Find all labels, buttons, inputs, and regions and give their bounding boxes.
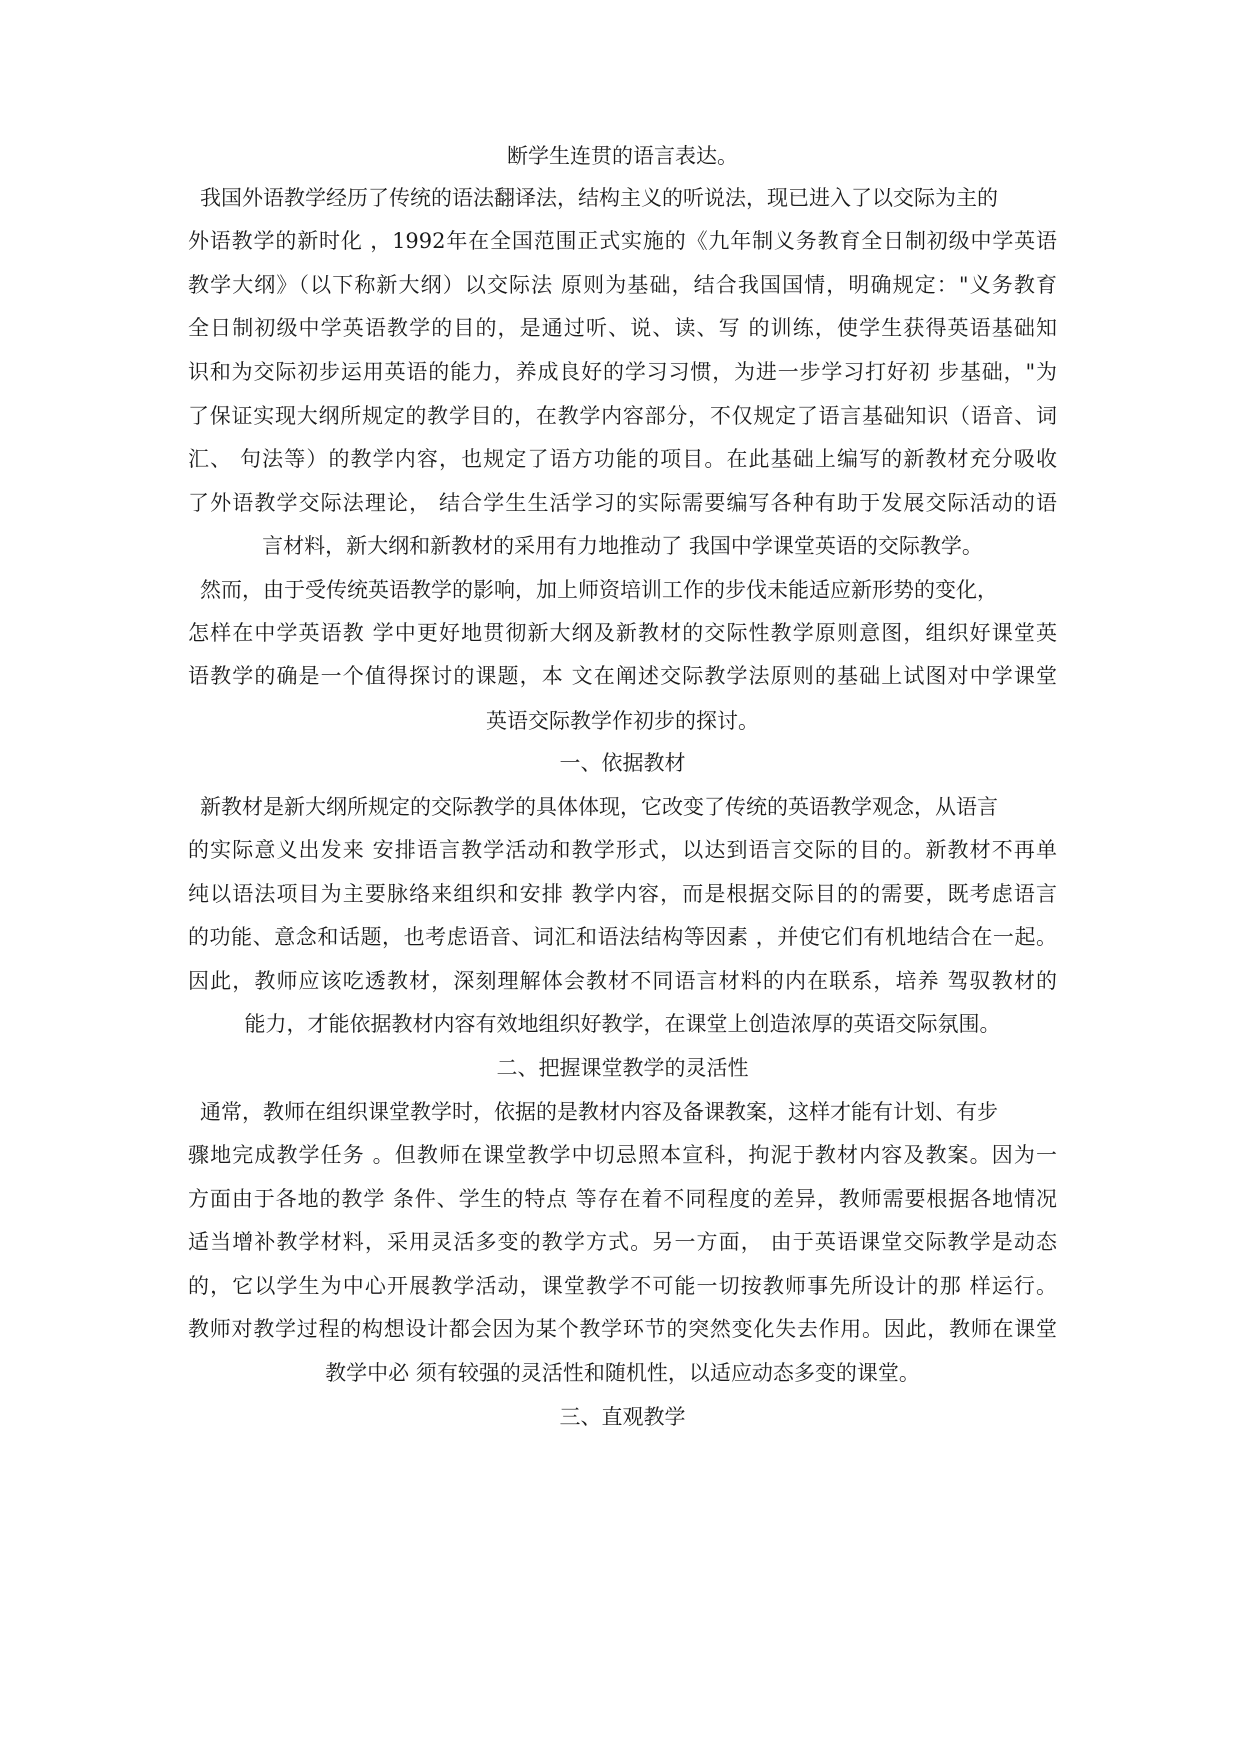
- text-line: 外语教学的新时化 ，1992年在全国范围正式实施的《九年制义务教育全日制初级中学英语: [188, 229, 1057, 253]
- text-line: 骤地完成教学任务 。但教师在课堂教学中切忌照本宣科，拘泥于教材内容及教案。因为一: [188, 1143, 1057, 1167]
- section-heading: 二、把握课堂教学的灵活性: [496, 1056, 749, 1080]
- text-line: 适当增补教学材料，采用灵活多变的教学方式。另一方面， 由于英语课堂交际教学是动态: [188, 1230, 1057, 1254]
- text-line: 纯以语法项目为主要脉络来组织和安排 教学内容，而是根据交际目的的需要，既考虑语言: [188, 882, 1057, 906]
- text-line: 的，它以学生为中心开展教学活动，课堂教学不可能一切按教师事先所设计的那 样运行。: [188, 1274, 1057, 1298]
- text-line: 汇、 句法等）的教学内容，也规定了语方功能的项目。在此基础上编写的新教材充分吸收: [188, 447, 1057, 471]
- text-line: 怎样在中学英语教 学中更好地贯彻新大纲及新教材的交际性教学原则意图，组织好课堂英: [188, 621, 1057, 645]
- paragraph-first-line: 新教材是新大纲所规定的交际教学的具体体现，它改变了传统的英语教学观念，从语言: [200, 795, 998, 819]
- text-line: 教学中必 须有较强的灵活性和随机性，以适应动态多变的课堂。: [325, 1361, 920, 1385]
- section-heading: 三、直观教学: [559, 1405, 686, 1429]
- paragraph-first-line: 通常，教师在组织课堂教学时，依据的是教材内容及备课教案，这样才能有计划、有步: [200, 1100, 998, 1124]
- text-line: 语教学的确是一个值得探讨的课题，本 文在阐述交际教学法原则的基础上试图对中学课堂: [188, 664, 1057, 688]
- paragraph-first-line: 我国外语教学经历了传统的语法翻译法，结构主义的听说法，现已进入了以交际为主的: [200, 186, 998, 210]
- text-line: 识和为交际初步运用英语的能力，养成良好的学习习惯，为进一步学习打好初 步基础，"为: [188, 360, 1057, 384]
- text-line: 的功能、意念和话题，也考虑语音、词汇和语法结构等因素 ，并使它们有机地结合在一起。: [188, 925, 1057, 949]
- text-line: 方面由于各地的教学 条件、学生的特点 等存在着不同程度的差异，教师需要根据各地情况: [188, 1187, 1057, 1211]
- text-line: 教学大纲》（以下称新大纲）以交际法 原则为基础，结合我国国情，明确规定："义务教育: [188, 273, 1057, 297]
- text-line: 了保证实现大纲所规定的教学目的，在教学内容部分，不仅规定了语言基础知识（语音、词: [188, 404, 1057, 428]
- section-heading: 一、依据教材: [559, 751, 686, 775]
- text-line: 的实际意义出发来 安排语言教学活动和教学形式，以达到语言交际的目的。新教材不再单: [188, 838, 1057, 862]
- text-line: 因此，教师应该吃透教材，深刻理解体会教材不同语言材料的内在联系，培养 驾驭教材的: [188, 969, 1057, 993]
- text-line: 教师对教学过程的构想设计都会因为某个教学环节的突然变化失去作用。因此，教师在课堂: [188, 1317, 1057, 1341]
- text-line: 了外语教学交际法理论， 结合学生生活学习的实际需要编写各种有助于发展交际活动的语: [188, 491, 1057, 515]
- text-line: 能力，才能依据教材内容有效地组织好教学，在课堂上创造浓厚的英语交际氛围。: [244, 1012, 1001, 1036]
- paragraph-first-line: 然而，由于受传统英语教学的影响，加上师资培训工作的步伐未能适应新形势的变化，: [200, 578, 998, 602]
- text-line: 全日制初级中学英语教学的目的，是通过听、说、读、写 的训练，使学生获得英语基础知: [188, 316, 1057, 340]
- text-line: 言材料，新大纲和新教材的采用有力地推动了 我国中学课堂英语的交际教学。: [262, 534, 983, 558]
- text-line: 断学生连贯的语言表达。: [507, 144, 738, 168]
- text-line: 英语交际教学作初步的探讨。: [486, 709, 759, 733]
